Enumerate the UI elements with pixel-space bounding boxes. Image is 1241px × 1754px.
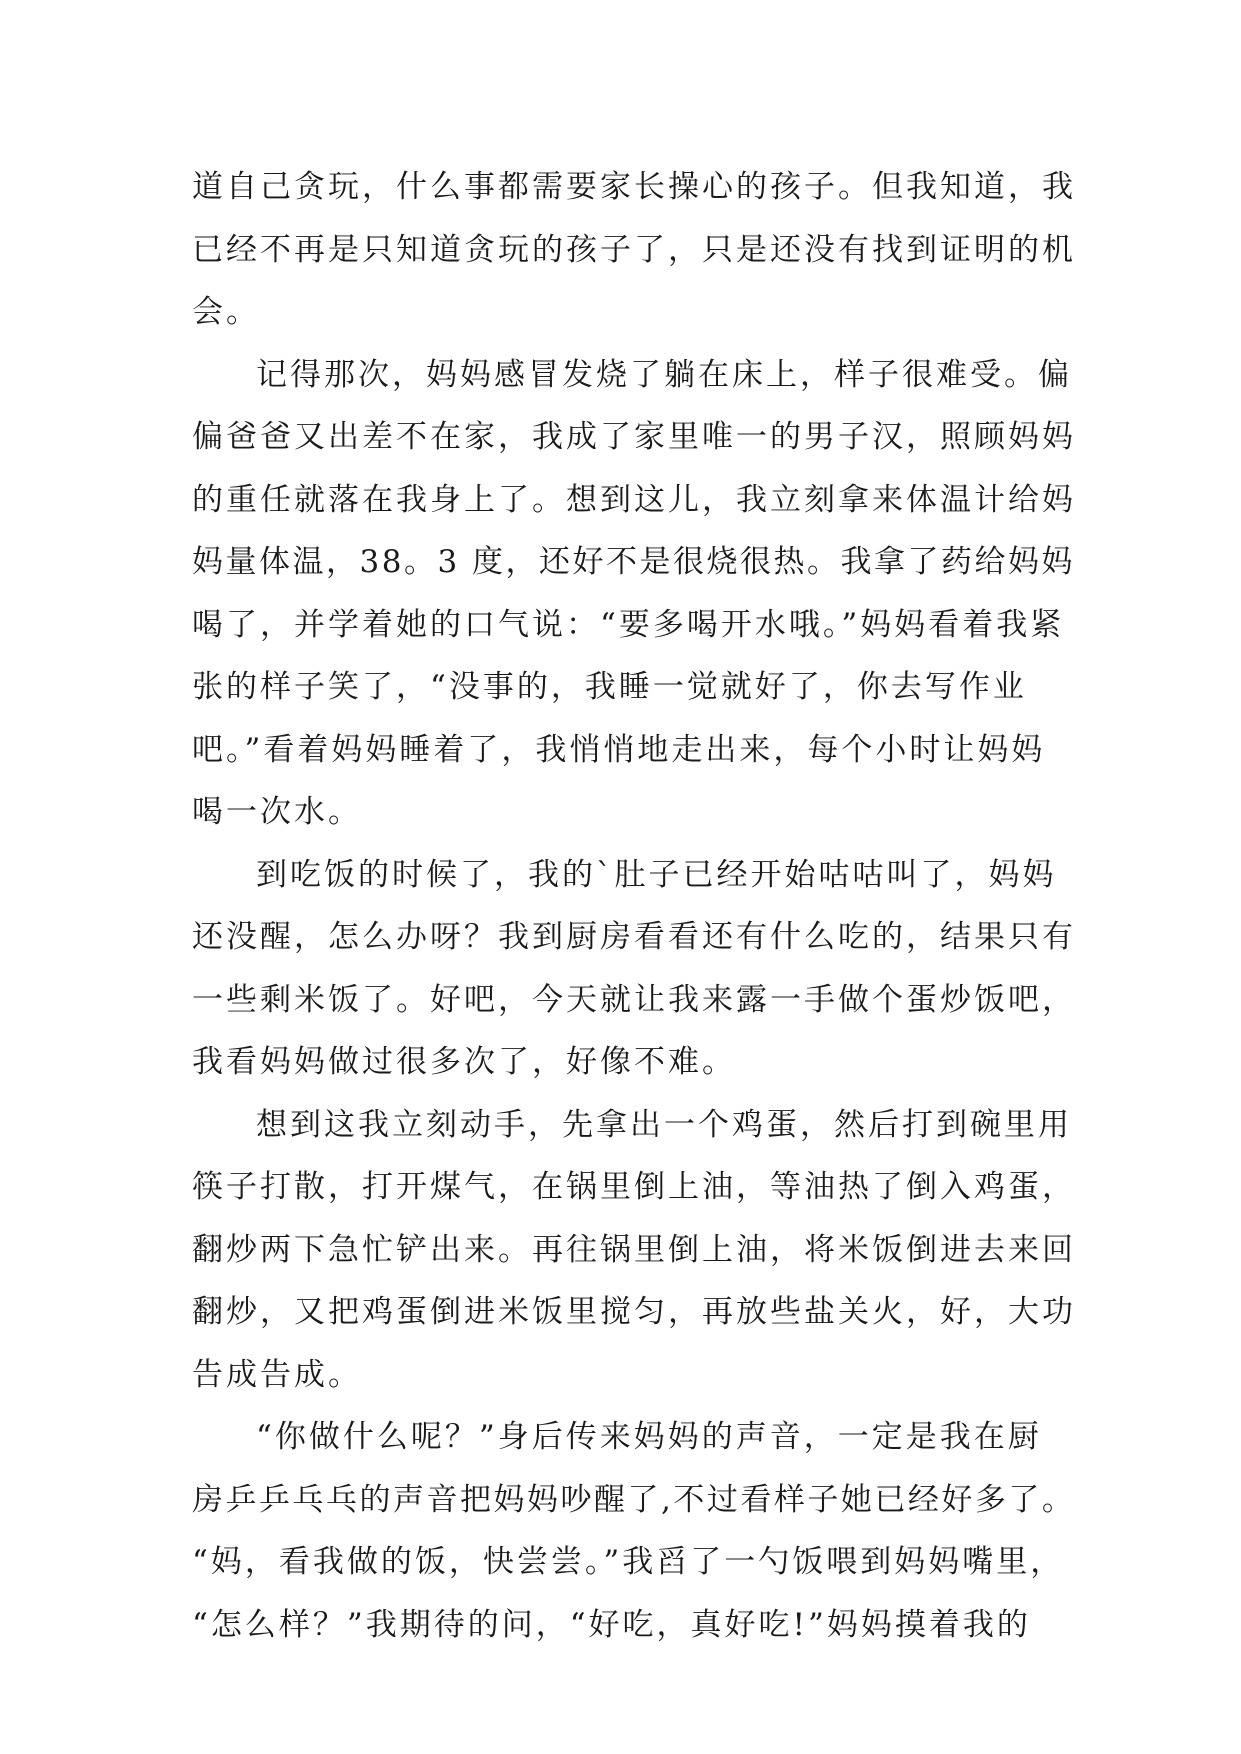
text-line: 吧。”看着妈妈睡着了，我悄悄地走出来，每个小时让妈妈 [192, 731, 1046, 768]
text-line: 一些剩米饭了。好吧，今天就让我来露一手做个蛋炒饭吧， [192, 981, 1076, 1018]
text-line: 还没醒，怎么办呀？我到厨房看看还有什么吃的，结果只有 [192, 919, 1076, 955]
paragraph-first-line: “你做什么呢？”身后传来妈妈的声音，一定是我在厨 [256, 1419, 1042, 1455]
text-line: 已经不再是只知道贪玩的孩子了，只是还没有找到证明的机 [192, 231, 1076, 268]
text-line: 道自己贪玩，什么事都需要家长操心的孩子。但我知道，我 [192, 169, 1076, 205]
text-line: 喝一次水。 [192, 794, 362, 830]
text-line: 会。 [192, 294, 260, 330]
paragraph-first-line: 想到这我立刻动手，先拿出一个鸡蛋，然后打到碗里用 [256, 1106, 1072, 1143]
text-line: “妈，看我做的饭，快尝尝。”我舀了一勺饭喂到妈妈嘴里， [192, 1544, 1065, 1580]
text-line: 偏爸爸又出差不在家，我成了家里唯一的男子汉，照顾妈妈 [192, 419, 1076, 455]
text-line: 翻炒两下急忙铲出来。再往锅里倒上油，将米饭倒进去来回 [192, 1231, 1076, 1268]
text-line: 我看妈妈做过很多次了，好像不难。 [192, 1044, 736, 1080]
text-line: 告成告成。 [192, 1356, 362, 1393]
text-line: 的重任就落在我身上了。想到这儿，我立刻拿来体温计给妈 [192, 481, 1076, 518]
text-line: 妈量体温，38。3 度，还好不是很烧很热。我拿了药给妈妈 [192, 544, 1076, 580]
text-line: 喝了，并学着她的口气说：“要多喝开水哦。”妈妈看着我紧 [192, 606, 1065, 643]
text-line: 筷子打散，打开煤气，在锅里倒上油，等油热了倒入鸡蛋， [192, 1169, 1076, 1205]
essay-body [192, 156, 1082, 1656]
text-line: “怎么样？”我期待的问，“好吃，真好吃!”妈妈摸着我的 [192, 1606, 1031, 1643]
paragraph-first-line: 记得那次，妈妈感冒发烧了躺在床上，样子很难受。偏 [256, 356, 1072, 393]
text-line: 张的样子笑了，“没事的，我睡一觉就好了，你去写作业 [192, 669, 1027, 705]
text-line: 房乒乒乓乓的声音把妈妈吵醒了,不过看样子她已经好多了。 [192, 1481, 1076, 1518]
paragraph-first-line: 到吃饭的时候了，我的`肚子已经开始咕咕叫了，妈妈 [256, 856, 1057, 893]
text-line: 翻炒，又把鸡蛋倒进米饭里搅匀，再放些盐关火，好，大功 [192, 1294, 1076, 1330]
